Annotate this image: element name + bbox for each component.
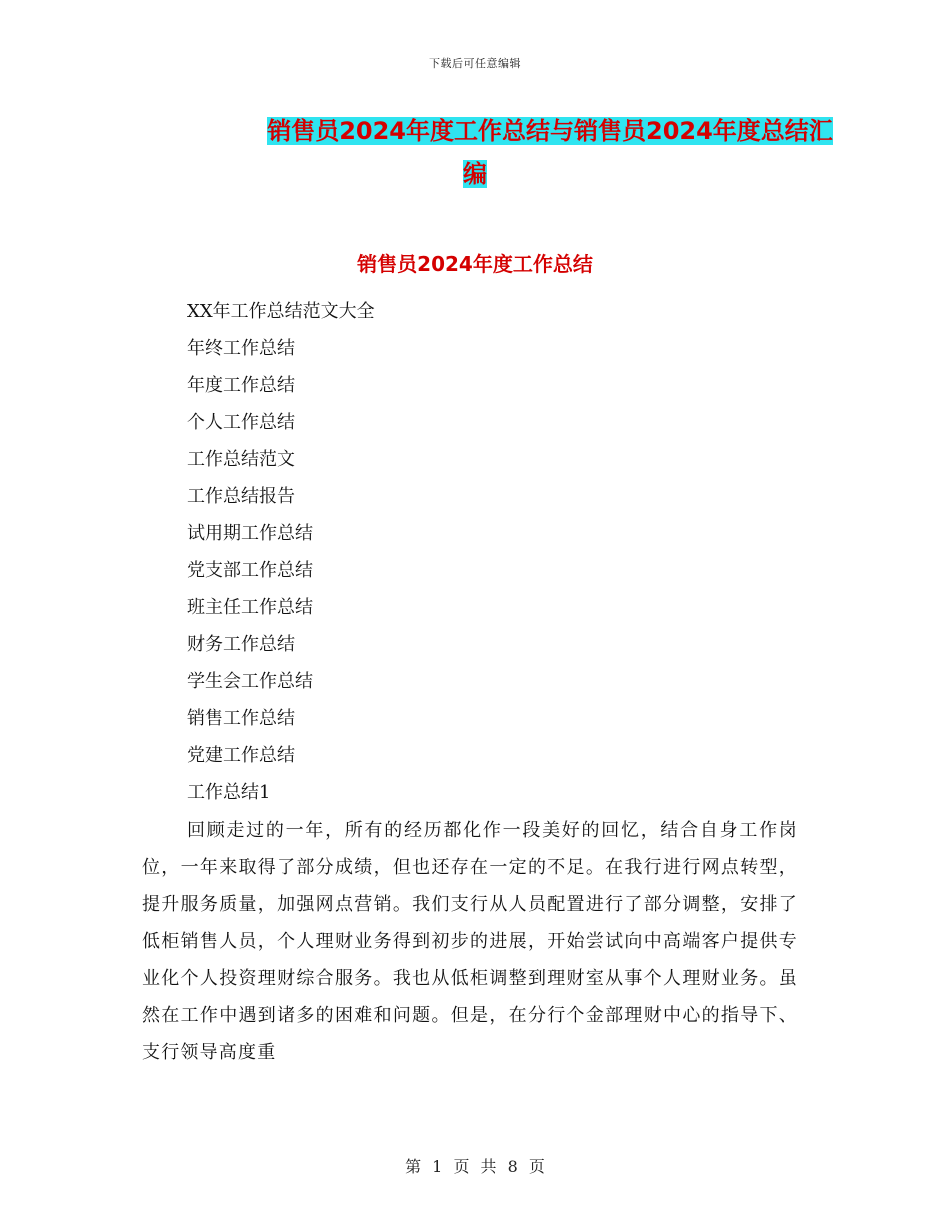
list-item: 财务工作总结 xyxy=(187,634,295,655)
body-paragraph: 回顾走过的一年，所有的经历都化作一段美好的回忆，结合自身工作岗位，一年来取得了部分成绩，但也还存在一定的不足。在我行进行网点转型，提升服务质量，加强网点营销。我们支行从人员配置进行了部分调整，安排了低柜销售人员，个人理财业务得到初步的进展，开始尝试向中高端客户提供专业化个人投资理财综合服务。我也从低柜调整到理财室从事个人理财业务。虽然在工作中遇到诸多的困难和问题。但是，在分行个金部理财中心的指导下、支行领导高度重 xyxy=(142,820,798,1063)
list-item: XX年工作总结范文大全 xyxy=(187,301,375,322)
summary-type-list xyxy=(187,293,375,811)
list-item: 工作总结1 xyxy=(187,782,271,803)
list-item: 工作总结报告 xyxy=(187,486,295,507)
list-item: 学生会工作总结 xyxy=(187,671,313,692)
list-item: 年终工作总结 xyxy=(187,338,295,359)
list-item: 销售工作总结 xyxy=(187,708,295,729)
list-item: 工作总结范文 xyxy=(187,449,295,470)
document-title xyxy=(0,110,950,196)
list-item: 年度工作总结 xyxy=(187,375,295,396)
list-item: 党支部工作总结 xyxy=(187,560,313,581)
list-item: 党建工作总结 xyxy=(187,745,295,766)
document-title-line-2: 编 xyxy=(463,160,487,188)
section-title: 销售员2024年度工作总结 xyxy=(357,252,593,276)
list-item: 个人工作总结 xyxy=(187,412,295,433)
header-note: 下载后可任意编辑 xyxy=(429,57,521,70)
page-footer: 第 1 页 共 8 页 xyxy=(405,1157,545,1176)
list-item: 班主任工作总结 xyxy=(187,597,313,618)
document-title-line-1: 销售员2024年度工作总结与销售员2024年度总结汇 xyxy=(267,117,833,145)
list-item: 试用期工作总结 xyxy=(187,523,313,544)
